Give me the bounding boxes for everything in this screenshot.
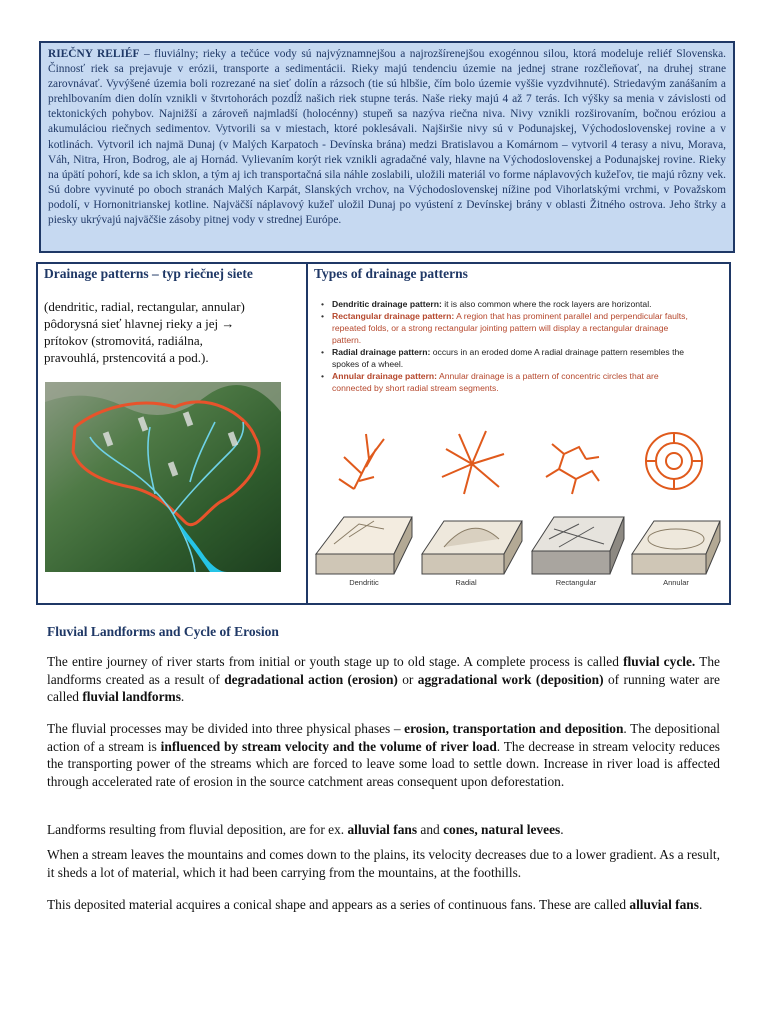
dendritic-block: [316, 517, 412, 574]
bold-run: erosion, transportation and deposition: [404, 721, 624, 736]
bold-run: influenced by stream velocity and the volume of river load: [160, 738, 497, 754]
text-run: . The decrease in stream velocity reduces the transporting power of the streams which are forced to leave some load to settle down. Increase in river load is affected through accelerated rate of erosion in the source catchment areas consequent upon deforestation.: [47, 738, 721, 790]
intro-box: [39, 41, 735, 253]
drainage-left-title: Drainage patterns – typ riečnej siete: [44, 266, 253, 281]
text-run: .: [560, 822, 564, 837]
annular-pattern-sketch: [646, 433, 702, 489]
bullet-text: Annular drainage is a pattern of concentric circles that are connected by short radial stream segments.: [332, 371, 659, 393]
drainage-table: [36, 262, 731, 605]
paragraph-stream-velocity: When a stream leaves the mountains and comes down to the plains, its velocity decreases due to a lower gradient. As a result, it sheds a lot of material, which it had been carrying from the mountains, at the foothills.: [47, 847, 720, 880]
text-run: .: [698, 897, 703, 912]
label-dendritic: Dendritic: [349, 578, 379, 587]
bullet-term: Rectangular drainage pattern:: [332, 311, 455, 321]
bullet-text: A region that has prominent parallel and perpendicular faults, repeated folds, or a strong rectangular jointing pattern will display a rectangular drainage pattern.: [332, 311, 688, 345]
section-heading: Fluvial Landforms and Cycle of Erosion: [47, 624, 279, 639]
text-run: and: [417, 822, 444, 837]
bullet-rectangular: [320, 310, 695, 346]
bullet-radial: [320, 346, 695, 370]
text-run: Landforms resulting from fluvial deposition, are for ex.: [47, 822, 348, 837]
text-run: The entire journey of river starts from initial or youth stage up to old stage. A complete process is called: [47, 654, 624, 669]
dendritic-pattern-sketch: [339, 434, 384, 489]
text-run: The fluvial processes may be divided into three physical phases –: [47, 721, 405, 736]
bullet-annular: [320, 370, 695, 394]
bullet-term: Dendritic drainage pattern:: [332, 299, 442, 309]
left-line-3: prítokov (stromovitá, radiálna,: [44, 333, 203, 348]
bullet-text: it is also common where the rock layers are horizontal.: [441, 299, 652, 309]
left-line-1: (dendritic, radial, rectangular, annular): [44, 299, 245, 314]
text-run: of running water are called: [47, 671, 720, 705]
paragraph-fluvial-processes: [47, 720, 720, 791]
drainage-left-cell: [38, 264, 308, 603]
left-line-4: pravouhlá, prstencovitá a pod.).: [44, 350, 209, 365]
drainage-left-text: [44, 298, 300, 366]
intro-title: RIEČNY RELIÉF: [48, 48, 140, 60]
intro-text: – fluviálny; rieky a tečúce vody sú najvýznamnejšou a najrozšírenejšou exogénnou silou, ktorá modeluje reliéf Slovenska. Činnosť riek sa prejavuje v erózii, transporte a sedimentácii. Rieky majú tendenciu územie na jednej strane rozčleňovať, na druhej strane zarovnávať. Vyvýšené územia boli rozrezané na sieť dolín a rázsoch (tie sú hlbšie, čím bolo územie vyššie vyzdvihnuté). Striedavým zanášaním a prehlbovaním dien dolín vznikli v štvrtohorách pozdĺž našich riek stupne terás. Naše rieky majú 4 až 7 terás. Ich výšky sa menia v závislosti od tektonických pohybov. Najnižší a zároveň najmladší (holocénny) stupeň sa nazýva riečna niva. Nivy vznikli rozširovaním, bočnou eróziou a akumuláciou riečnych sedimentov. Vytvorili sa v miestach, ktoré poklesávali. Najširšie nivy sú v Podunajskej, Východoslovenskej rovine a v kotlinách. Vytvoril ich najmä Dunaj (v Malých Karpatoch - Devínska brána) medzi Bratislavou a Komárnom – vytvoril 4 terasy a nivu, Morava, Váh, Nitra, Hron, Bodrog, ale aj Hornád. Vylievaním korýt riek vznikli agradačné valy, hlavne na Východoslovenskej a Podunajskej rovine. Rieky na úpätí pohorí, kde sa ich sklon, a tým aj ich transportačná sila náhle zoslabili, uložili materiál vo forme náplavových kužeľov, tie majú rôzny vek. Sú dobre vyvinuté po oboch stranách Malých Karpát, Slanských vrchov, na Východoslovenskej nížine pod Vihorlatskými vrchmi, v Považskom podolí, v Hornonitrianskej kotline. Najväčší náplavový kužeľ uložil Dunaj po vyústení z Devínskej brány v oblasti Žitného ostrova. Jeho štrky a piesky ukrývajú najväčšie zásoby pitnej vody v strednej Európe.: [48, 48, 726, 227]
paragraph-fluvial-cycle: [47, 653, 720, 706]
text-run: This deposited material acquires a conical shape and appears as a series of continuous fans. These are called: [47, 897, 630, 912]
text-run: . The depositional action of a stream is: [47, 721, 721, 754]
drainage-type-list: [320, 298, 695, 394]
label-radial: Radial: [455, 578, 477, 587]
radial-pattern-sketch: [442, 431, 504, 494]
bold-run: aggradational work (deposition): [417, 671, 604, 687]
intro-paragraph: [48, 47, 726, 228]
drainage-patterns-diagram: [314, 419, 722, 587]
drainage-right-cell: [308, 264, 729, 603]
drainage-basin-photo: [45, 382, 281, 572]
bold-run: alluvial fans: [347, 822, 418, 837]
label-annular: Annular: [663, 578, 689, 587]
paragraph-alluvial-fans: [47, 896, 720, 914]
bullet-term: Annular drainage pattern:: [332, 371, 438, 381]
label-rectangular: Rectangular: [555, 578, 597, 587]
bold-run: alluvial fans: [629, 897, 699, 912]
bold-run: fluvial landforms: [82, 689, 181, 705]
drainage-right-title: Types of drainage patterns: [314, 266, 468, 281]
text-run: or: [397, 671, 418, 687]
bullet-term: Radial drainage pattern:: [332, 347, 431, 357]
text-run: .: [180, 689, 185, 705]
text-run: The landforms created as a result of: [47, 654, 720, 687]
annular-block: [632, 521, 720, 574]
radial-block: [422, 521, 522, 574]
bullet-dendritic: [320, 298, 695, 310]
bold-run: fluvial cycle.: [623, 654, 696, 669]
bold-run: degradational action (erosion): [224, 671, 398, 687]
paragraph-landforms: [47, 821, 720, 839]
bullet-text: occurs in an eroded dome A radial drainage pattern resembles the spokes of a wheel.: [332, 347, 685, 369]
left-line-2: pôdorysná sieť hlavnej rieky a jej →: [44, 316, 235, 331]
bold-run: cones, natural levees: [443, 822, 561, 837]
rectangular-block: [532, 517, 624, 574]
rectangular-pattern-sketch: [546, 444, 599, 494]
